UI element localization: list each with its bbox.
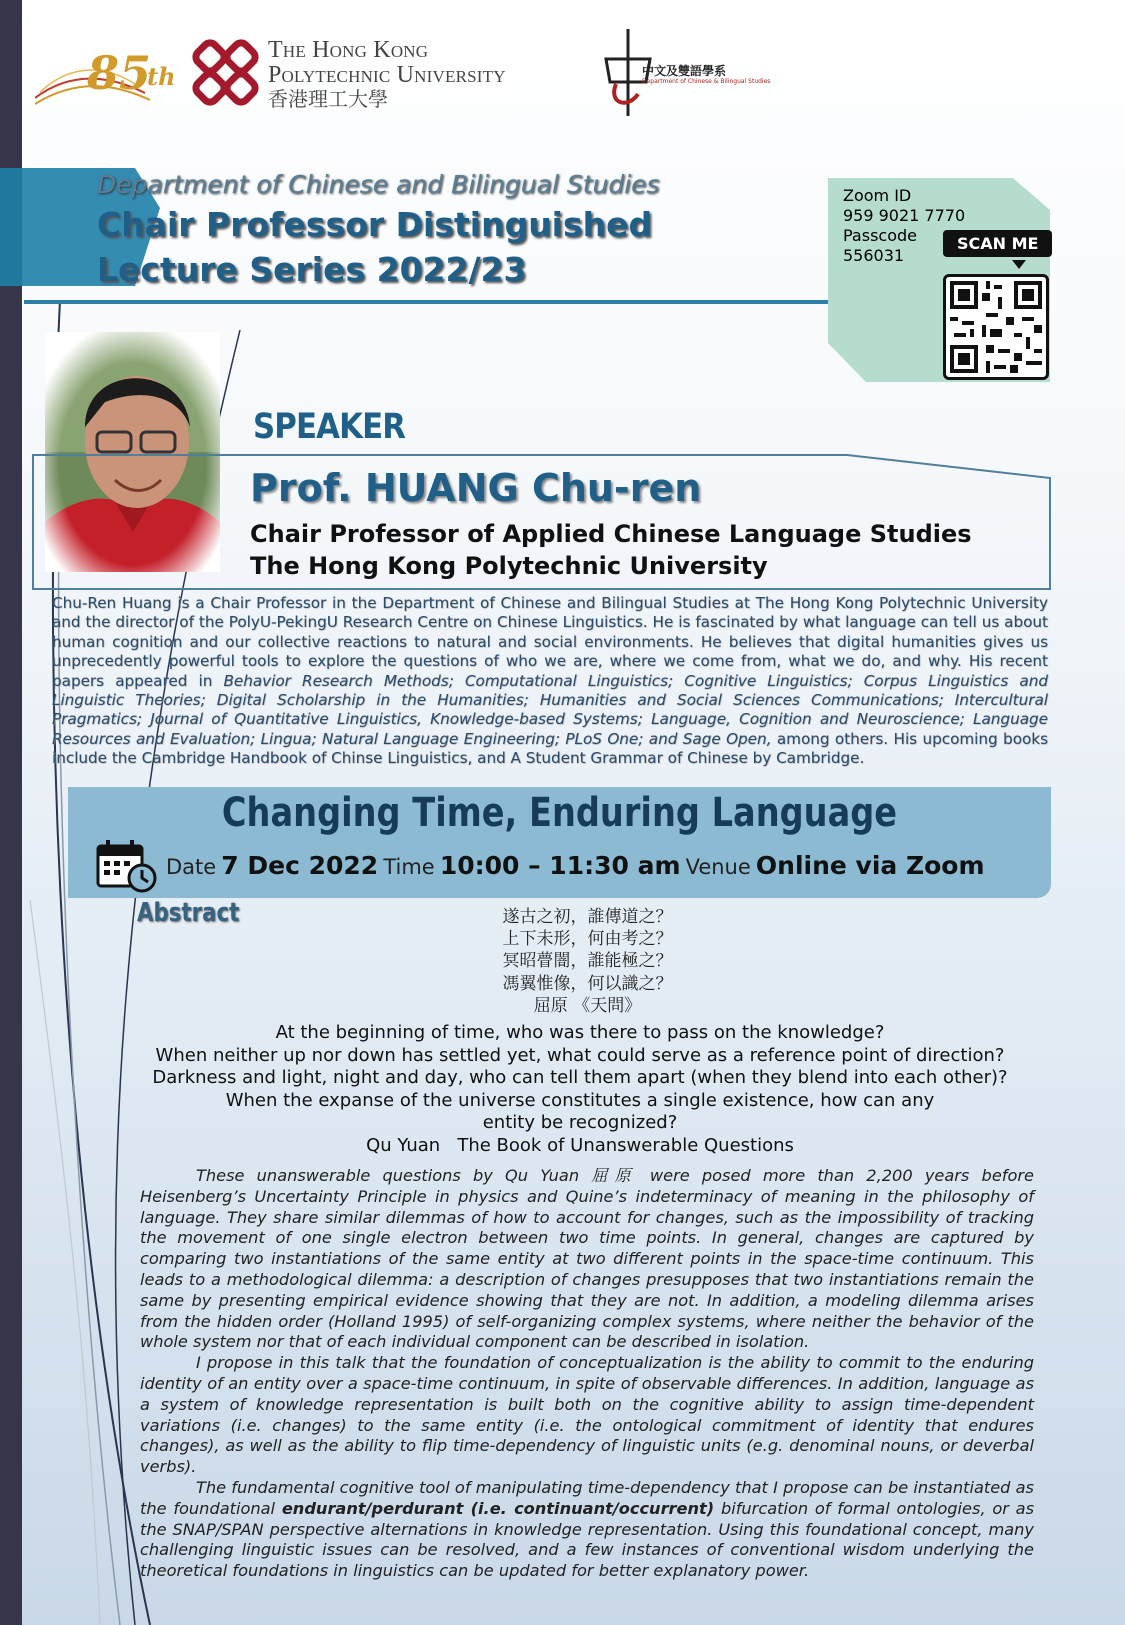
poem-quote [300, 906, 875, 1017]
bio-journals: Behavior Research Methods; Computational Linguistics; Cognitive Linguistics; Corpus Linguistics and Linguistic Theories; Digital Scholarship in the Humanities; Humanities and Social Sciences Communications; Intercultural Pragmatics; Journal of Quantitative Linguistics, Knowledge-based Systems; Language, Cognition and Neuroscience; Language Resources and Evaluation; Lingua; Natural Language Engineering; PLoS One; and Sage Open, [52, 671, 1048, 748]
series-line2: Lecture Series 2022/23 [97, 250, 527, 289]
abstract-paragraph [140, 1478, 1034, 1582]
title-divider [24, 300, 829, 304]
department-logo-en: Department of Chinese & Bilingual Studies [642, 78, 771, 85]
lecture-series-title [97, 202, 652, 292]
zoom-id-value: 959 9021 7770 [843, 206, 966, 225]
zoom-id-label: Zoom ID [843, 186, 912, 205]
university-name-line1: The Hong Kong [268, 37, 429, 63]
time-label: Time [383, 855, 435, 879]
bio-ending: among others. His upcoming books include the Cambridge Handbook of Chinse Linguistics, and A Student Grammar of Chinese by Cambridge. [52, 729, 1048, 768]
abstract-heading: Abstract [137, 898, 240, 928]
anniversary-suffix: th [147, 62, 176, 91]
speaker-position: Chair Professor of Applied Chinese Language Studies [250, 520, 972, 548]
speaker-name: Prof. HUANG Chu-ren [250, 466, 702, 510]
speaker-credentials [250, 518, 972, 582]
scan-me-badge: SCAN ME [943, 230, 1052, 257]
calendar-clock-icon [96, 838, 158, 894]
time-value: 10:00 – 11:30 am [439, 851, 681, 880]
translation-line: At the beginning of time, who was there to pass on the knowledge? [275, 1022, 885, 1043]
date-value: 7 Dec 2022 [221, 851, 379, 880]
university-name-line2: Polytechnic University [268, 62, 506, 88]
talk-title: Changing Time, Enduring Language [221, 790, 898, 836]
speaker-bio [52, 594, 1048, 769]
poem-line: 遂古之初，誰傳道之？ [502, 907, 673, 927]
abstract-paragraph-text: The fundamental cognitive tool of manipulating time-dependency that I propose can be instantiated as the foundational [140, 1477, 1034, 1518]
abstract-key-term: endurant/perdurant (i.e. continuant/occurrent) [281, 1498, 715, 1518]
talk-details [166, 851, 985, 880]
venue-value: Online via Zoom [755, 851, 985, 880]
scan-me-pointer [1012, 260, 1026, 269]
series-line1: Chair Professor Distinguished [97, 205, 653, 244]
anniversary-85th-logo [35, 38, 185, 110]
poem-line: 馮翼惟像，何以識之？ [502, 973, 673, 994]
speaker-section-label: SPEAKER [253, 407, 406, 447]
abstract-body [140, 1166, 1034, 1582]
translation-line: When neither up nor down has settled yet, what could serve as a reference point of direction? [155, 1044, 1005, 1066]
poem-line: 冥昭瞢闇，誰能極之？ [502, 951, 673, 972]
department-title: Department of Chinese and Bilingual Studies [97, 170, 660, 199]
abstract-paragraph: These unanswerable questions by Qu Yuan 屈原 were posed more than 2,200 years before Heisenberg’s Uncertainty Principle in physics and Quine’s indeterminacy of meaning in the philosophy of language. They share similar dilemmas of how to account for changes, such as the impossibility of tracking the movement of one single electron between two time points. In general, changes are captured by comparing two instantiations of the same entity at two different points in the space-time continuum. This leads to a methodological dilemma: a description of changes presupposes that two instantiations remain the same by presenting empirical evidence showing that they are not. In addition, a modeling dilemma arises from the hidden order (Holland 1995) of self-organizing complex systems, where neither the behavior of the whole system nor that of each individual component can be described in isolation. [140, 1166, 1034, 1352]
passcode-value: 556031 [843, 246, 905, 265]
anniversary-number: 85 [87, 46, 152, 100]
polyu-emblem-icon [188, 35, 263, 110]
poem-translation [140, 1022, 1020, 1158]
venue-label: Venue [685, 855, 751, 879]
university-name-cn: 香港理工大學 [268, 89, 388, 111]
poem-line: 上下未形，何由考之？ [502, 929, 673, 950]
department-logo-cn: 中文及雙語學系 [642, 64, 727, 78]
translation-line: Darkness and light, night and day, who can tell them apart (when they blend into each other)? [152, 1067, 1008, 1089]
bio-text: Chu-Ren Huang is a Chair Professor in the Department of Chinese and Bilingual Studies at The Hong Kong Polytechnic University and the director of the PolyU-PekingU Research Centre on Chinese Linguistics. He is fascinated by what language can tell us about human cognition and our collective reactions to natural and social environments. He believes that digital humanities gives us unprecedently powerful tools to explore the questions of who we are, where we come from, what we do, and why. His recent papers appeared in [52, 594, 1048, 690]
qr-code-icon[interactable] [943, 274, 1049, 380]
university-name [268, 38, 506, 112]
abstract-paragraph-text: bifurcation of formal ontologies, or as the SNAP/SPAN perspective alternations in knowledge representation. Using this foundational concept, many challenging linguistic issues can be resolved, and a few instances of conventional wisdom underlying the theoretical foundations in linguistics can be updated for better explanatory power. [140, 1498, 1035, 1581]
speaker-affiliation: The Hong Kong Polytechnic University [250, 552, 768, 580]
abstract-paragraph: I propose in this talk that the foundation of conceptualization is the ability to commit to the enduring identity of an entity over a space-time continuum, in spite of observable differences. In addition, language as a system of knowledge representation is built both on the cognitive ability to assign time-dependent variations (i.e. changes) to the same entity (i.e. the ontological commitment of identity that endures changes), as well as the ability to flip time-dependency of linguistic units (e.g. denominal nouns, or deverbal verbs). [140, 1353, 1034, 1477]
translation-attribution: Qu Yuan The Book of Unanswerable Questions [366, 1134, 794, 1156]
poem-attribution: 屈原 《天問》 [533, 995, 642, 1016]
passcode-label: Passcode [843, 226, 917, 245]
date-label: Date [166, 855, 217, 879]
translation-line: When the expanse of the universe constitutes a single existence, how can any entity be recognized? [225, 1089, 935, 1134]
department-logo [598, 24, 771, 119]
